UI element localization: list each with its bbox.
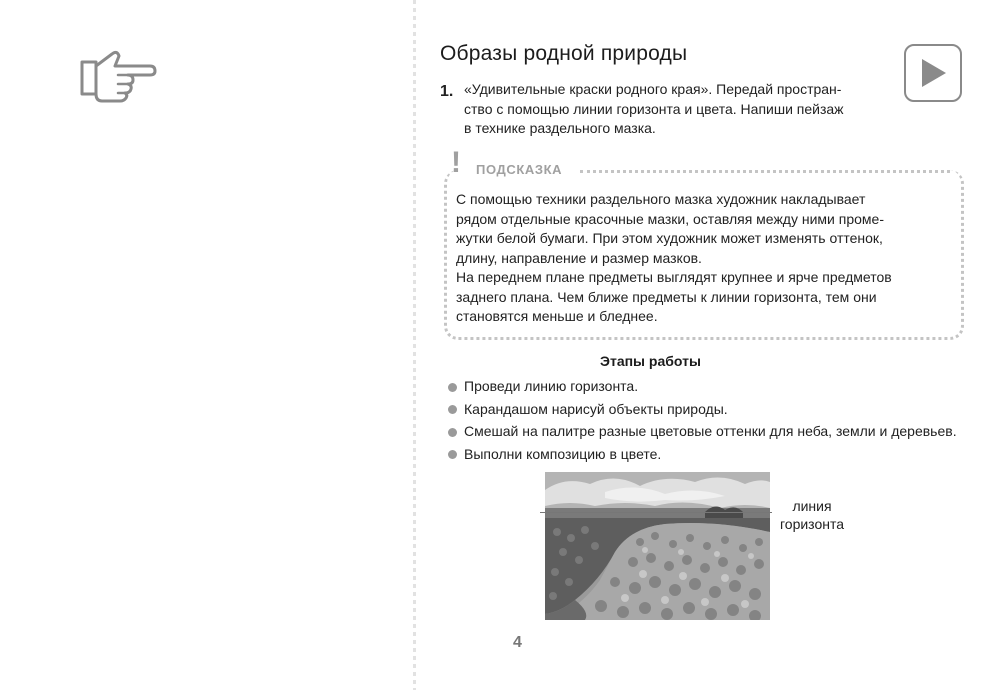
hint-line: рядом отдельные красочные мазки, оставляя между ними проме- xyxy=(456,210,884,227)
task-line: ство с помощью линии горизонта и цвета. Напиши пейзаж xyxy=(464,100,844,117)
task-number: 1. xyxy=(440,83,454,100)
steps-list xyxy=(448,375,957,465)
step-text: Смешай на палитре разные цветовые оттенки для неба, земли и деревьев. xyxy=(464,423,957,439)
horizon-label-line: линия xyxy=(792,498,832,514)
list-item xyxy=(448,420,957,443)
bullet-icon xyxy=(448,383,457,392)
horizon-label-line: горизонта xyxy=(779,516,844,532)
play-button[interactable] xyxy=(904,44,962,102)
hint-border-top xyxy=(580,170,950,173)
list-item xyxy=(448,398,957,421)
stages-title: Этапы работы xyxy=(600,353,701,369)
play-icon xyxy=(917,56,949,90)
horizon-pointer-line xyxy=(540,512,772,513)
bullet-icon xyxy=(448,428,457,437)
hint-label: ПОДСКАЗКА xyxy=(476,162,563,177)
hint-line: становятся меньше и бледнее. xyxy=(456,308,658,324)
page-number: 4 xyxy=(513,634,522,651)
hint-line: заднего плана. Чем ближе предметы к линии горизонта, тем они xyxy=(456,288,877,305)
task-line: в технике раздельного мазка. xyxy=(464,120,656,136)
task-line: «Удивительные краски родного края». Передай простран- xyxy=(464,81,842,97)
list-item xyxy=(448,375,957,398)
hint-line: жутки белой бумаги. При этом художник может изменять оттенок, xyxy=(456,230,883,246)
bullet-icon xyxy=(448,405,457,414)
step-text: Карандашом нарисуй объекты природы. xyxy=(464,400,728,417)
page-title: Образы родной природы xyxy=(440,42,688,65)
hint-line: длину, направление и размер мазков. xyxy=(456,249,702,266)
step-text: Проведи линию горизонта. xyxy=(464,378,639,394)
horizon-label xyxy=(776,497,848,533)
hint-text xyxy=(456,190,956,327)
hint-line: На переднем плане предметы выглядят крупнее и ярче предметов xyxy=(456,269,892,285)
step-text: Выполни композицию в цвете. xyxy=(464,445,662,462)
hint-line: С помощью техники раздельного мазка художник накладывает xyxy=(456,191,866,207)
pointing-hand-icon xyxy=(78,44,158,104)
page-divider xyxy=(410,0,418,690)
exclamation-icon: ! xyxy=(451,146,461,179)
bullet-icon xyxy=(448,450,457,459)
task-text xyxy=(464,80,884,139)
list-item xyxy=(448,443,957,466)
landscape-painting xyxy=(545,472,770,620)
